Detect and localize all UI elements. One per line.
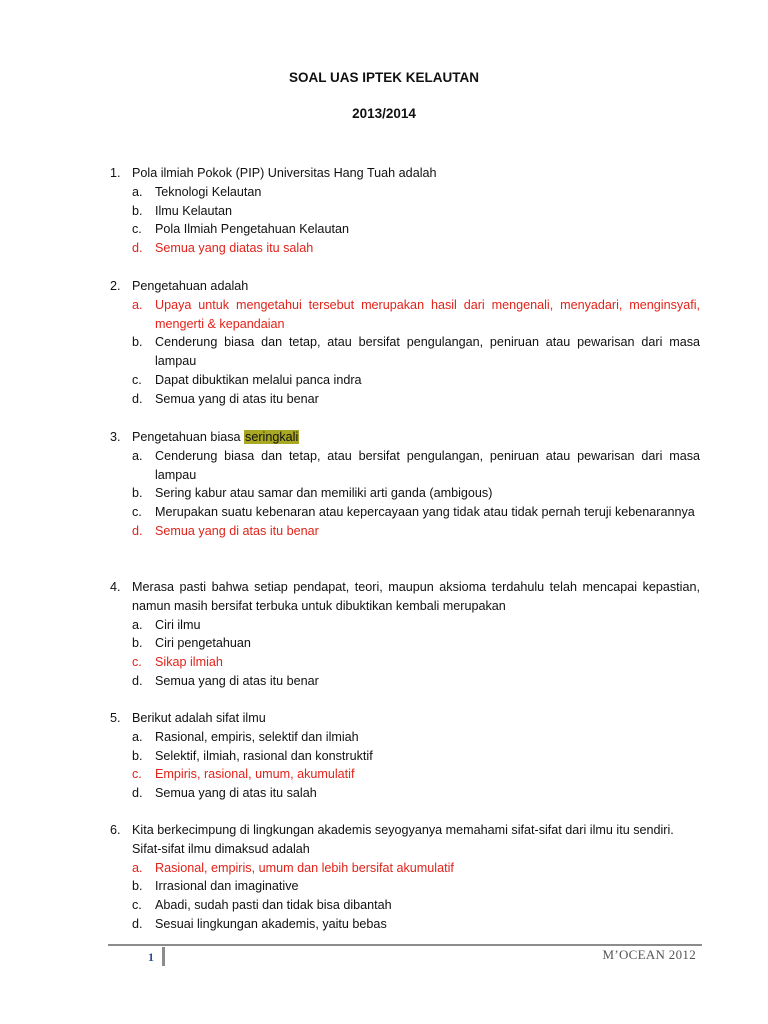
option-d-answer — [132, 522, 700, 541]
question-6 — [110, 821, 700, 934]
question-text: Merasa pasti bahwa setiap pendapat, teori, maupun aksioma terdahulu telah mencapai kepastian, namun masih bersifat terbuka untuk dibuktikan kembali merupakan — [132, 580, 700, 613]
option-text: Ilmu Kelautan — [155, 203, 233, 218]
option-c — [132, 220, 700, 239]
option-letter: b. — [132, 879, 143, 894]
option-text: Rasional, empiris, umum dan lebih bersifat akumulatif — [155, 860, 454, 875]
option-letter: a. — [132, 448, 143, 463]
question-text — [132, 428, 700, 447]
question-1 — [110, 164, 700, 258]
option-text: Selektif, ilmiah, rasional dan konstruktif — [155, 748, 373, 763]
option-letter: b. — [132, 748, 143, 763]
question-number: 5. — [110, 711, 121, 725]
option-text: Sesuai lingkungan akademis, yaitu bebas — [155, 916, 387, 931]
question-5 — [110, 709, 700, 803]
option-letter: b. — [132, 486, 143, 501]
question-number: 1. — [110, 166, 121, 180]
option-letter: b. — [132, 636, 143, 651]
question-number: 4. — [110, 580, 121, 594]
option-text: Merupakan suatu kebenaran atau kepercayaan yang tidak atau tidak pernah teruji kebenarannya — [155, 505, 695, 520]
option-c — [132, 371, 700, 390]
option-d-answer — [132, 239, 700, 258]
question-number: 6. — [110, 823, 121, 837]
option-text: Semua yang di atas itu salah — [155, 786, 317, 801]
option-text: Upaya untuk mengetahui tersebut merupakan hasil dari mengenali, menyadari, menginsyafi, mengerti & kepandaian — [155, 297, 700, 331]
option-letter: a. — [132, 729, 143, 744]
option-letter: b. — [132, 335, 143, 350]
option-letter: d. — [132, 391, 143, 406]
option-text: Ciri ilmu — [155, 617, 201, 632]
option-text: Ciri pengetahuan — [155, 636, 251, 651]
option-text: Rasional, empiris, selektif dan ilmiah — [155, 729, 359, 744]
option-letter: c. — [132, 655, 142, 670]
option-text: Semua yang di atas itu benar — [155, 391, 319, 406]
footer-divider — [108, 944, 702, 946]
option-a — [132, 728, 700, 747]
option-a-answer — [132, 296, 700, 334]
option-a — [132, 616, 700, 635]
option-letter: d. — [132, 916, 143, 931]
question-number: 3. — [110, 430, 121, 444]
question-3 — [110, 428, 700, 541]
footer-page-separator — [162, 947, 165, 966]
option-letter: b. — [132, 203, 143, 218]
highlighted-word: seringkali — [245, 430, 299, 444]
question-text: Pola ilmiah Pokok (PIP) Universitas Hang Tuah adalah — [132, 166, 437, 180]
footer-label: M’OCEAN 2012 — [602, 947, 696, 962]
option-text: Irrasional dan imaginative — [155, 879, 299, 894]
question-number: 2. — [110, 279, 121, 293]
option-letter: d. — [132, 673, 143, 688]
document-year: 2013/2014 — [352, 106, 416, 121]
option-b — [132, 747, 700, 766]
option-b — [132, 202, 700, 221]
option-c — [132, 503, 700, 522]
option-letter: c. — [132, 505, 142, 520]
option-b — [132, 333, 700, 371]
option-b — [132, 484, 700, 503]
option-text: Pola Ilmiah Pengetahuan Kelautan — [155, 222, 349, 237]
option-letter: c. — [132, 898, 142, 913]
question-text: Kita berkecimpung di lingkungan akademis seyogyanya memahami sifat-sifat dari ilmu itu sendiri. Sifat-sifat ilmu dimaksud adalah — [132, 823, 674, 856]
option-text: Abadi, sudah pasti dan tidak bisa dibantah — [155, 898, 392, 913]
option-text: Dapat dibuktikan melalui panca indra — [155, 372, 362, 387]
option-c-answer — [132, 653, 700, 672]
option-text: Cenderung biasa dan tetap, atau bersifat pengulangan, peniruan atau pewarisan dari masa lampau — [155, 335, 700, 369]
option-d — [132, 784, 700, 803]
option-a-answer — [132, 859, 700, 878]
question-2 — [110, 277, 700, 409]
page-number: 1 — [148, 950, 154, 964]
option-text: Sering kabur atau samar dan memiliki arti ganda (ambigous) — [155, 486, 493, 501]
question-text-start: Pengetahuan biasa — [132, 430, 245, 444]
option-text: Sikap ilmiah — [155, 655, 223, 670]
option-letter: a. — [132, 617, 143, 632]
option-text: Empiris, rasional, umum, akumulatif — [155, 767, 355, 782]
option-letter: c. — [132, 767, 142, 782]
option-letter: a. — [132, 860, 143, 875]
option-d — [132, 672, 700, 691]
option-a — [132, 183, 700, 202]
question-text: Pengetahuan adalah — [132, 279, 249, 293]
option-letter: a. — [132, 184, 143, 199]
option-text: Cenderung biasa dan tetap, atau bersifat pengulangan, peniruan atau pewarisan dari masa lampau — [155, 448, 700, 482]
option-letter: d. — [132, 241, 143, 256]
option-letter: d. — [132, 786, 143, 801]
option-text: Semua yang di atas itu benar — [155, 673, 319, 688]
option-text: Semua yang di atas itu benar — [155, 523, 319, 538]
option-c-answer — [132, 765, 700, 784]
option-letter: a. — [132, 297, 143, 312]
option-text: Semua yang diatas itu salah — [155, 241, 314, 256]
question-text: Berikut adalah sifat ilmu — [132, 711, 266, 725]
option-b — [132, 634, 700, 653]
document-title: SOAL UAS IPTEK KELAUTAN — [288, 70, 479, 85]
option-letter: d. — [132, 523, 143, 538]
option-letter: c. — [132, 222, 142, 237]
option-d — [132, 390, 700, 409]
question-4 — [110, 578, 700, 691]
option-letter: c. — [132, 372, 142, 387]
option-b — [132, 877, 700, 896]
option-c — [132, 896, 700, 915]
option-a — [132, 447, 700, 485]
option-text: Teknologi Kelautan — [155, 184, 262, 199]
option-d — [132, 915, 700, 934]
